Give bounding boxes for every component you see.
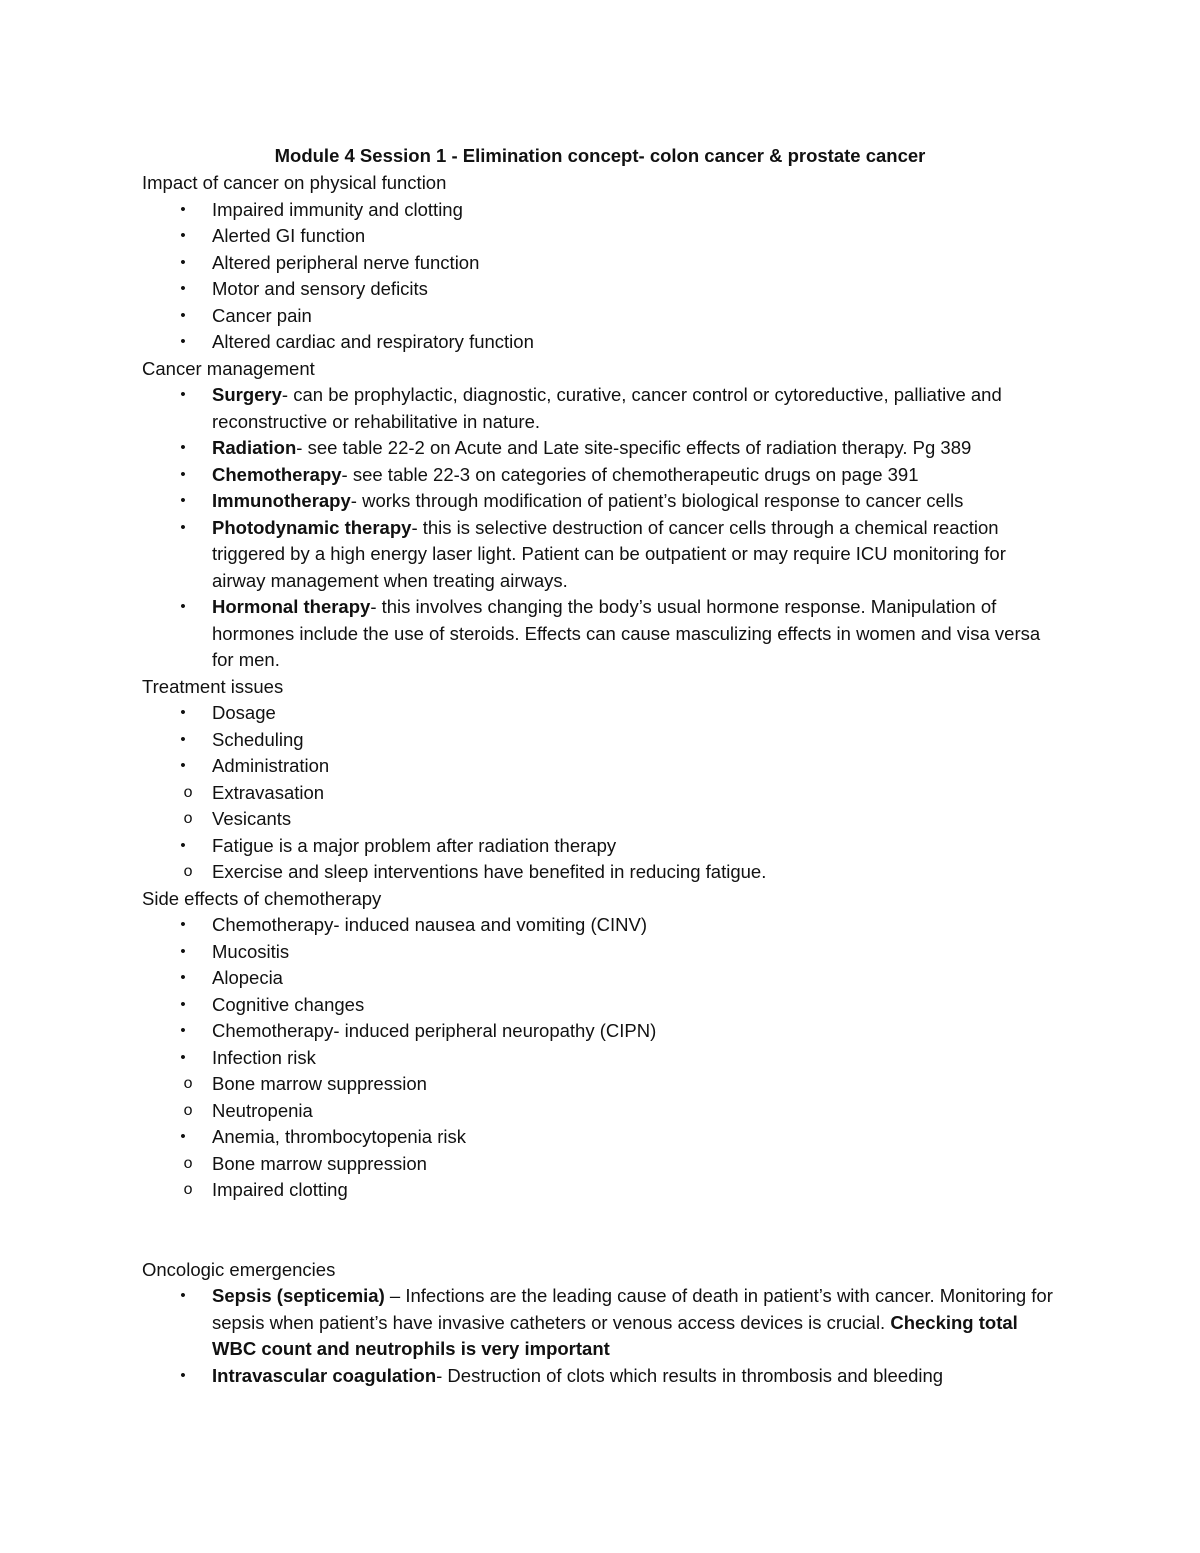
list-item: • Fatigue is a major problem after radiation therapy <box>142 833 1062 860</box>
item-term: Intravascular coagulation <box>212 1364 437 1386</box>
bullet-icon: • <box>180 465 186 483</box>
impact-heading: Impact of cancer on physical function <box>142 172 447 193</box>
sub-list-item: o Impaired clotting <box>142 1177 1062 1204</box>
treatment-sublist <box>142 859 1062 886</box>
sub-bullet-icon: o <box>183 1181 193 1199</box>
list-item: • Anemia, thrombocytopenia risk <box>142 1124 1062 1151</box>
bullet-icon: • <box>180 439 186 456</box>
bullet-icon: • <box>180 333 186 350</box>
bullet-icon: • <box>180 942 186 960</box>
item-term: Sepsis (septicemia) <box>212 1285 385 1306</box>
bullet-icon: • <box>180 598 186 615</box>
bullet-icon: • <box>180 1022 186 1039</box>
treatment-heading: Treatment issues <box>142 675 284 697</box>
treatment-list <box>142 700 1062 780</box>
side-effects-list-continued <box>142 1124 1062 1151</box>
list-item: • Scheduling <box>142 727 1062 754</box>
bullet-icon: • <box>180 227 186 244</box>
item-term: Immunotherapy <box>212 490 351 511</box>
sub-bullet-icon: o <box>183 1101 193 1120</box>
bullet-icon: • <box>180 1366 186 1384</box>
sub-list-item: o Vesicants <box>142 806 1062 833</box>
item-term: Radiation <box>212 437 297 458</box>
list-item: • Sepsis (septicemia) – Infections are the leading cause of death in patient’s with cancer. Monitoring for sepsis when patient’s have invasive catheters or venous access devices is crucial. Checking total WBC count and neutrophils is very important <box>142 1283 1062 1363</box>
bullet-icon: • <box>180 253 186 271</box>
impact-list <box>142 197 1062 356</box>
list-item: • Dosage <box>142 700 1062 727</box>
list-item: • Infection risk <box>142 1045 1062 1072</box>
bullet-icon: • <box>180 730 186 748</box>
side-effects-sublist <box>142 1151 1062 1204</box>
list-item: • Motor and sensory deficits <box>142 276 1062 303</box>
bullet-icon: • <box>180 280 186 297</box>
list-item: • Chemotherapy- induced nausea and vomiting (CINV) <box>142 912 1062 939</box>
list-item: • Photodynamic therapy- this is selective destruction of cancer cells through a chemical reaction triggered by a high energy laser light. Patient can be outpatient or may require ICU monitoring for airway management when treating airways. <box>142 515 1062 595</box>
sub-list-item: o Bone marrow suppression <box>142 1071 1062 1098</box>
bullet-icon: • <box>180 1287 186 1304</box>
sub-list-item: o Bone marrow suppression <box>142 1151 1062 1178</box>
side-effects-heading: Side effects of chemotherapy <box>142 887 382 909</box>
blank-lines <box>142 1204 1062 1257</box>
document-body <box>142 170 1062 1389</box>
list-item: • Cognitive changes <box>142 992 1062 1019</box>
bullet-icon: • <box>180 995 186 1013</box>
list-item: • Immunotherapy- works through modification of patient’s biological response to cancer cells <box>142 488 1062 515</box>
treatment-list-continued <box>142 833 1062 860</box>
page-title: Module 4 Session 1 - Elimination concept- colon cancer & prostate cancer <box>274 145 926 166</box>
sub-bullet-icon: o <box>183 1154 193 1173</box>
bullet-icon: • <box>180 492 186 509</box>
bullet-icon: • <box>180 757 186 774</box>
bullet-icon: • <box>180 386 186 403</box>
list-item: • Radiation- see table 22-2 on Acute and Late site-specific effects of radiation therapy. Pg 389 <box>142 435 1062 462</box>
sub-bullet-icon: o <box>183 1075 193 1093</box>
bullet-icon: • <box>180 518 186 536</box>
sub-list-item: o Extravasation <box>142 780 1062 807</box>
management-heading: Cancer management <box>142 357 315 379</box>
list-item: • Altered cardiac and respiratory function <box>142 329 1062 356</box>
list-item: • Alopecia <box>142 965 1062 992</box>
list-item: • Cancer pain <box>142 303 1062 330</box>
emergencies-heading: Oncologic emergencies <box>142 1258 336 1280</box>
bullet-icon: • <box>180 200 186 218</box>
list-item: • Administration <box>142 753 1062 780</box>
sub-bullet-icon: o <box>183 810 193 828</box>
management-list <box>142 382 1062 674</box>
list-item: • Mucositis <box>142 939 1062 966</box>
bullet-icon: • <box>180 969 186 986</box>
emergencies-list <box>142 1283 1062 1389</box>
sub-list-item: o Exercise and sleep interventions have benefited in reducing fatigue. <box>142 859 1062 886</box>
list-item: • Chemotherapy- induced peripheral neuropathy (CIPN) <box>142 1018 1062 1045</box>
item-emphasis: Checking total WBC count and neutrophils is very important <box>212 1311 1018 1359</box>
item-term: Photodynamic therapy <box>212 516 412 538</box>
bullet-icon: • <box>180 1128 186 1145</box>
list-item: • Chemotherapy- see table 22-3 on categories of chemotherapeutic drugs on page 391 <box>142 462 1062 489</box>
item-term: Chemotherapy <box>212 463 342 485</box>
side-effects-sublist <box>142 1071 1062 1124</box>
list-item: • Impaired immunity and clotting <box>142 197 1062 224</box>
list-item: • Intravascular coagulation- Destruction of clots which results in thrombosis and bleeding <box>142 1363 1062 1390</box>
bullet-icon: • <box>180 306 186 324</box>
bullet-icon: • <box>180 916 186 933</box>
sub-list-item: o Neutropenia <box>142 1098 1062 1125</box>
item-term: Hormonal therapy <box>212 596 371 617</box>
bullet-icon: • <box>180 704 186 721</box>
list-item: • Alerted GI function <box>142 223 1062 250</box>
list-item: • Surgery- can be prophylactic, diagnostic, curative, cancer control or cytoreductive, palliative and reconstructive or rehabilitative in nature. <box>142 382 1062 435</box>
list-item: • Altered peripheral nerve function <box>142 250 1062 277</box>
list-item: • Hormonal therapy- this involves changing the body’s usual hormone response. Manipulation of hormones include the use of steroids. Effects can cause masculizing effects in women and visa versa for men. <box>142 594 1062 674</box>
item-term: Surgery <box>212 384 282 405</box>
bullet-icon: • <box>180 1048 186 1066</box>
sub-bullet-icon: o <box>183 863 193 881</box>
side-effects-list <box>142 912 1062 1071</box>
treatment-sublist <box>142 780 1062 833</box>
bullet-icon: • <box>180 836 186 854</box>
sub-bullet-icon: o <box>183 783 193 802</box>
